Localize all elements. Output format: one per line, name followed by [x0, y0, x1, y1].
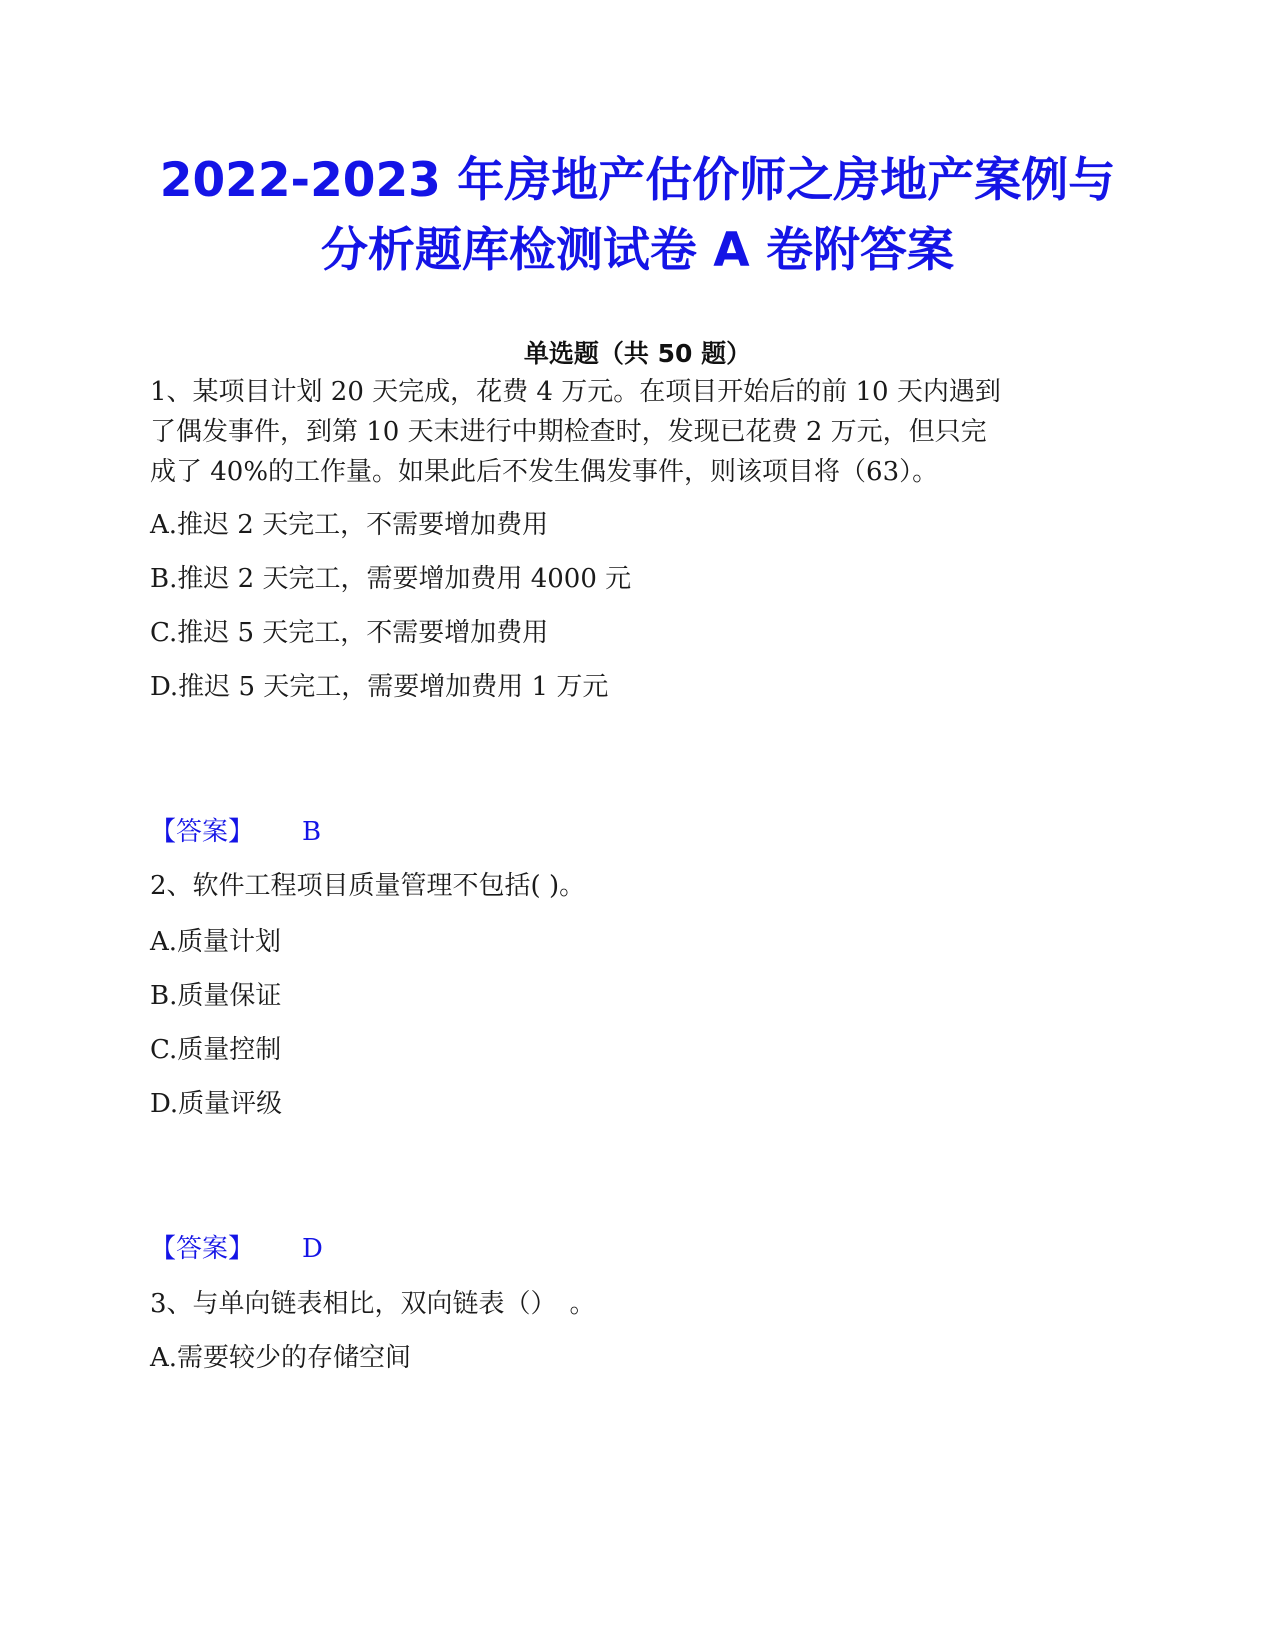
question-2-option-b: B.质量保证 — [150, 981, 282, 1011]
title-line-1: 2022-2023 年房地产估价师之房地产案例与 — [159, 153, 1116, 208]
question-1-option-d: D.推迟 5 天完工，需要增加费用 1 万元 — [150, 672, 609, 702]
question-1-option-b: B.推迟 2 天完工，需要增加费用 4000 元 — [150, 564, 632, 594]
question-1-stem — [150, 372, 1130, 492]
section-heading: 单选题（共 50 题） — [523, 339, 752, 368]
question-2-option-d: D.质量评级 — [150, 1089, 283, 1119]
question-2-option-a: A.质量计划 — [150, 927, 282, 957]
title-line-2: 分析题库检测试卷 A 卷附答案 — [320, 223, 955, 278]
question-2-stem: 2、软件工程项目质量管理不包括( )。 — [150, 871, 586, 901]
answer-value: B — [302, 817, 322, 847]
question-3-stem: 3、与单向链表相比，双向链表（） 。 — [150, 1289, 596, 1319]
question-2-option-c: C.质量控制 — [150, 1035, 282, 1065]
document-title — [120, 146, 1155, 286]
question-1-stem-line: 了偶发事件，到第 10 天末进行中期检查时，发现已花费 2 万元，但只完 — [150, 417, 987, 447]
question-2-answer — [150, 1231, 323, 1267]
answer-label: 【答案】 — [150, 817, 255, 847]
question-1-stem-line: 成了 40%的工作量。如果此后不发生偶发事件，则该项目将（63）。 — [150, 457, 939, 487]
question-1-option-a: A.推迟 2 天完工，不需要增加费用 — [150, 510, 549, 540]
answer-value: D — [302, 1234, 323, 1264]
question-3-option-a: A.需要较少的存储空间 — [150, 1343, 412, 1373]
question-1-answer — [150, 814, 321, 850]
question-1-option-c: C.推迟 5 天完工，不需要增加费用 — [150, 618, 549, 648]
answer-label: 【答案】 — [150, 1234, 255, 1264]
question-1-stem-line: 1、某项目计划 20 天完成，花费 4 万元。在项目开始后的前 10 天内遇到 — [150, 377, 1001, 407]
